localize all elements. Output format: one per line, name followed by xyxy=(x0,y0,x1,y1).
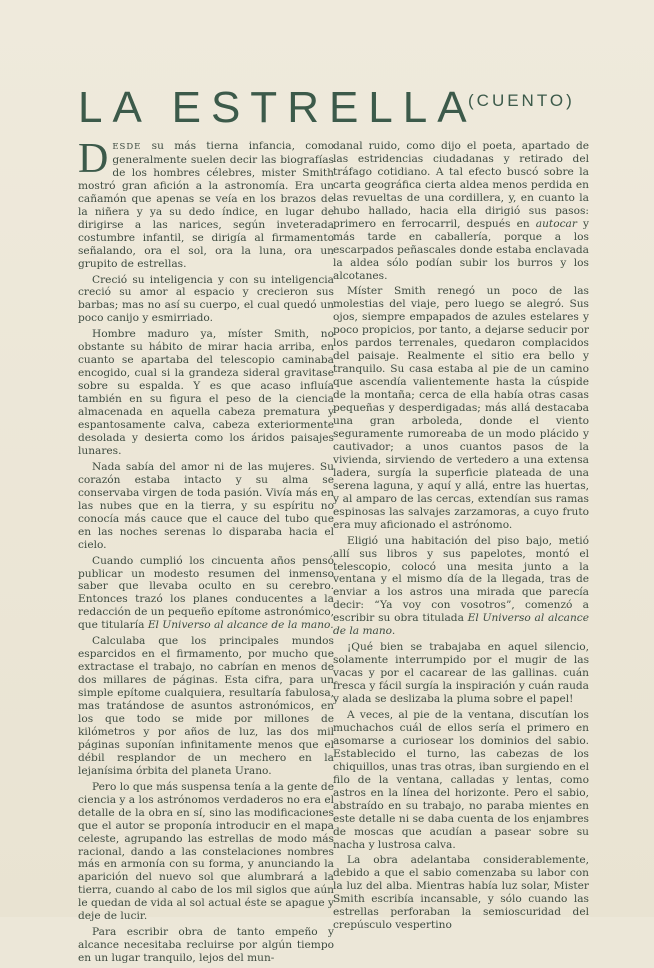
paragraph xyxy=(333,140,589,282)
paragraph: Para escribir obra de tanto empeño y alcance necesitaba recluirse por algún tiempo en un lugar tranquilo, lejos del mun- xyxy=(78,926,334,965)
book-title: El Universo al alcance de la mano. xyxy=(147,619,334,632)
paragraph-text: su más tierna infancia, como generalmente suelen decir las biografías de los hombres célebres, mister Smith mostró gran afición a la astronomía. Era un cañamón que apenas se veía en los brazos de la niñera y ya su dedo índice, en lugar de dirigirse a las narices, según inveterada costumbre infantil, se dirigía al firmamento señalando, ora el sol, ora la luna, ora un grupito de estrellas. xyxy=(78,140,334,270)
paragraph: Pero lo que más suspensa tenía a la gente de ciencia y a los astrónomos verdaderos no era el detalle de la obra en sí, sino las modificaciones que el autor se proponía introducir en el mapa celeste, agrupando las estrellas de modo más racional, dando a las constelaciones nombres más en armonía con su forma, y anunciando la aparición del nuevo sol que alumbrará a la tierra, cuando al cabo de los mil siglos que aún le quedan de vida al sol actual éste se apague y deje de lucir. xyxy=(78,780,334,923)
drop-cap: D xyxy=(78,136,109,182)
paragraph: ¡Qué bien se trabajaba en aquel silencio, solamente interrumpido por el mugir de las vacas y por el cacarear de las gallinas. cuán fresca y fácil surgía la inspiración y cuán rauda y alada se deslizaba la pluma sobre el papel! xyxy=(333,641,589,706)
paragraph xyxy=(78,136,334,271)
right-column xyxy=(333,140,589,935)
paragraph: A veces, al pie de la ventana, discutían los muchachos cuál de ellos sería el primero en asomarse a curiosear los dominios del sabio. Establecido el turno, las cabezas de los chiquillos, unas tras otras, iban surgiendo en el filo de la ventana, calladas y lentas, como astros en la línea del horizonte. Pero el sabio, abstraído en su trabajo, no paraba mientes en este detalle ni se daba cuenta de los enjambres de moscas que acudían a pasear sobre su nacha y lustrosa calva. xyxy=(333,708,589,851)
paragraph-text: y más tarde en caballería, porque a los escarpados peñascales donde estaba enclavada la aldea sólo podían subir los burros y los alcotanes. xyxy=(333,217,589,282)
paragraph xyxy=(333,535,589,639)
title-main: LA ESTRELLA xyxy=(78,83,477,132)
paragraph-text: Cuando cumplió los cincuenta años pensó publicar un modesto resumen del inmenso saber que llevaba oculto en su cerebro. Entonces trazó los planes conducentes a la redacción de un pequeño epítome astronómico, que titularía xyxy=(78,554,334,632)
paragraph: Creció su inteligencia y con su inteligencia creció su amor al espacio y crecieron sus barbas; mas no así su cuerpo, el cual quedó un poco canijo y esmirriado. xyxy=(78,273,334,325)
paragraph: Hombre maduro ya, míster Smith, no obstante su hábito de mirar hacia arriba, en cuanto se apartaba del telescopio caminaba encogido, cual si la grandeza sideral gravitase sobre su espalda. Y es que acaso influía también en su figura el peso de la ciencia almacenada en aquella cabeza prematura y espantosamente calva, cabeza exteriormente desolada y desierta como los áridos paisajes lunares. xyxy=(78,328,334,457)
paragraph-text: Eligió una habitación del piso bajo, metió allí sus libros y sus papelotes, montó el telescopio, colocó una mesita junto a la ventana y el mismo día de la llegada, tras de enviar a los astros una mirada que parecía decir: “Ya voy con vosotros”, comenzó a escribir su obra titulada xyxy=(333,534,589,625)
paragraph-text: danal ruido, como dijo el poeta, apartado de las estridencias ciudadanas y retirado del tráfago cotidiano. A tal efecto buscó sobre la carta geográfica cierta aldea menos perdida en las revueltas de una cordillera, y, en cuanto la hubo hallado, hacia ella dirigió sus pasos: primero en ferrocarril, después en xyxy=(333,140,589,230)
paragraph: Calculaba que los principales mundos esparcidos en el firmamento, por mucho que extractase el trabajo, no cabrían en menos de dos millares de páginas. Esta cifra, para un simple epítome cualquiera, resultaría fabulosa, mas tratándose de asuntos astronómicos, en los que todo se mide por millones de kilómetros y por años de luz, las dos mil páginas suponían infinitamente menos que el débil resplandor de un mechero en la lejanísima órbita del planeta Urano. xyxy=(78,635,334,777)
left-column xyxy=(78,136,334,968)
paragraph xyxy=(78,555,334,633)
lead-word: ESDE xyxy=(112,142,142,152)
paragraph: Míster Smith renegó un poco de las molestias del viaje, pero luego se alegró. Sus ojos, siempre empapados de azules estelares y poco propicios, por tanto, a dejarse seducir por los pardos terrenales, quedaron complacidos del paisaje. Realmente el sitio era bello y tranquilo. Su casa estaba al pie de un camino que ascendía valientemente hasta la cúspide de la montaña; cerca de ella había otras casas pequeñas y desperdigadas; más allá destacaba una gran arboleda, donde el viento seguramente rumoreaba de un modo plácido y cautivador; a unos cuantos pasos de la vivienda, sirviendo de vertedero a una extensa ladera, surgía la superficie plateada de una serena laguna, y aquí y allá, entre las huertas, y al amparo de las cercas, extendían sus ramas espinosas las salvajes zarzamoras, a cuyo fruto era muy aficionado el astrónomo. xyxy=(333,285,589,531)
article-title xyxy=(78,78,598,138)
paragraph: La obra adelantaba considerablemente, debido a que el sabio comenzaba su labor con la luz del alba. Mientras había luz solar, Mister Smith escribía incansable, y sólo cuando las estrellas perforaban la semioscuridad del crepúsculo vespertino xyxy=(333,854,589,932)
paragraph: Nada sabía del amor ni de las mujeres. Su corazón estaba intacto y su alma se conservaba virgen de toda pasión. Vivía más en las nubes que en la tierra, y su espíritu no conocía más cauce que el cauce del tubo que en las noches serenas lo disparaba hacia el cielo. xyxy=(78,460,334,551)
italic-word: autocar xyxy=(535,217,577,230)
title-subtitle: (CUENTO) xyxy=(468,91,575,110)
book-title: El Universo al alcance de la mano. xyxy=(333,612,589,638)
